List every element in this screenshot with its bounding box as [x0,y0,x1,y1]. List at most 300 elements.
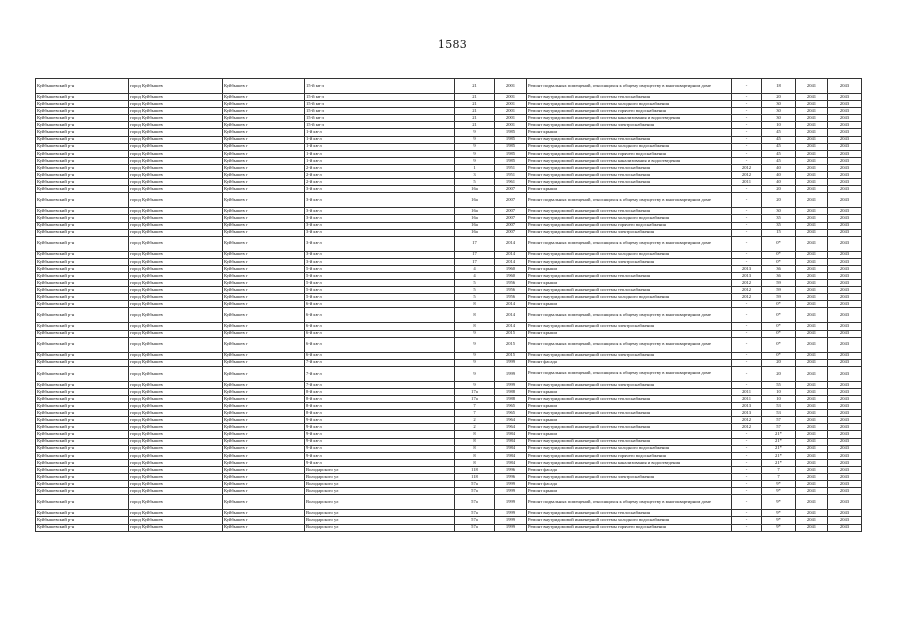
cell-street: 3-й кв-л [305,215,455,222]
table-row [36,517,862,524]
cell-wear-percent: 30 [762,108,796,115]
cell-district: Куйбышевский р-н [36,294,129,301]
cell-settlement: Куйбышев г [223,431,305,438]
cell-plan-start-year: 2041 [796,352,828,359]
cell-municipality: город Куйбышев [129,352,223,359]
cell-work-type: Ремонт крыши [527,330,732,337]
table-row [36,222,862,229]
cell-wear-percent: 30 [762,115,796,122]
cell-house-number: 4 [455,265,495,272]
table-row [36,431,862,438]
cell-work-type: Ремонт внутридомовой инженерной системы теплоснабжения [527,208,732,215]
cell-work-type: Ремонт внутридомовой инженерной системы электроснабжения [527,381,732,388]
cell-municipality: город Куйбышев [129,251,223,258]
cell-last-repair-year: - [732,79,762,94]
cell-build-year: 1999 [495,495,527,510]
cell-street: 8-й кв-л [305,410,455,417]
cell-street: 3-й кв-л [305,229,455,236]
cell-wear-percent: 21* [762,459,796,466]
table-row [36,172,862,179]
cell-settlement: Куйбышев г [223,129,305,136]
table-row [36,352,862,359]
cell-last-repair-year: - [732,236,762,251]
cell-street: 9-й кв-л [305,424,455,431]
cell-municipality: город Куйбышев [129,193,223,208]
cell-district: Куйбышевский р-н [36,359,129,366]
cell-wear-percent: 45 [762,136,796,143]
cell-district: Куйбышевский р-н [36,308,129,323]
cell-municipality: город Куйбышев [129,108,223,115]
cell-plan-start-year: 2041 [796,215,828,222]
cell-last-repair-year: 2013 [732,265,762,272]
cell-work-type: Ремонт подвальных помещений, относящихся к общему имуществу в многоквартирном доме [527,308,732,323]
cell-build-year: 1964 [495,424,527,431]
cell-last-repair-year: - [732,481,762,488]
cell-build-year: 2007 [495,208,527,215]
cell-house-number: 9 [455,381,495,388]
cell-wear-percent: 21* [762,445,796,452]
cell-settlement: Куйбышев г [223,287,305,294]
cell-settlement: Куйбышев г [223,251,305,258]
cell-settlement: Куйбышев г [223,108,305,115]
cell-municipality: город Куйбышев [129,186,223,193]
cell-wear-percent: 20 [762,366,796,381]
cell-plan-end-year: 2043 [828,474,862,481]
cell-build-year: 2014 [495,236,527,251]
cell-work-type: Ремонт внутридомовой инженерной системы теплоснабжения [527,424,732,431]
table-row [36,101,862,108]
cell-work-type: Ремонт подвальных помещений, относящихся к общему имуществу в многоквартирном доме [527,236,732,251]
table-row [36,495,862,510]
cell-build-year: 1956 [495,280,527,287]
cell-settlement: Куйбышев г [223,122,305,129]
cell-house-number: 16а [455,229,495,236]
cell-house-number: 17 [455,251,495,258]
cell-house-number: 9 [455,150,495,157]
cell-plan-start-year: 2041 [796,287,828,294]
cell-house-number: 3 [455,172,495,179]
cell-district: Куйбышевский р-н [36,101,129,108]
cell-build-year: 1951 [495,164,527,171]
cell-last-repair-year: - [732,115,762,122]
cell-settlement: Куйбышев г [223,101,305,108]
cell-build-year: 1999 [495,381,527,388]
cell-plan-start-year: 2041 [796,396,828,403]
cell-house-number: 16а [455,193,495,208]
cell-settlement: Куйбышев г [223,381,305,388]
cell-plan-start-year: 2041 [796,481,828,488]
cell-district: Куйбышевский р-н [36,459,129,466]
cell-settlement: Куйбышев г [223,474,305,481]
cell-municipality: город Куйбышев [129,79,223,94]
table-row [36,294,862,301]
cell-settlement: Куйбышев г [223,280,305,287]
cell-work-type: Ремонт крыши [527,301,732,308]
cell-street: 8-й кв-л [305,388,455,395]
cell-house-number: 57а [455,517,495,524]
cell-last-repair-year: - [732,193,762,208]
cell-last-repair-year: - [732,459,762,466]
table-row [36,396,862,403]
cell-street: 5-й кв-л [305,272,455,279]
cell-work-type: Ремонт подвальных помещений, относящихся к общему имуществу в многоквартирном доме [527,495,732,510]
cell-work-type: Ремонт подвальных помещений, относящихся к общему имуществу в многоквартирном доме [527,79,732,94]
cell-wear-percent: 36 [762,272,796,279]
cell-settlement: Куйбышев г [223,179,305,186]
cell-house-number: 9 [455,136,495,143]
cell-plan-start-year: 2041 [796,115,828,122]
cell-build-year: 2015 [495,337,527,352]
cell-street: 15-й кв-л [305,122,455,129]
cell-house-number: 21 [455,122,495,129]
cell-settlement: Куйбышев г [223,396,305,403]
cell-plan-start-year: 2041 [796,510,828,517]
cell-work-type: Ремонт внутридомовой инженерной системы теплоснабжения [527,438,732,445]
cell-street: 6-й кв-л [305,330,455,337]
cell-plan-start-year: 2041 [796,495,828,510]
cell-plan-start-year: 2041 [796,143,828,150]
cell-settlement: Куйбышев г [223,488,305,495]
cell-settlement: Куйбышев г [223,403,305,410]
cell-plan-end-year: 2043 [828,179,862,186]
cell-last-repair-year: - [732,251,762,258]
cell-settlement: Куйбышев г [223,481,305,488]
cell-settlement: Куйбышев г [223,352,305,359]
cell-build-year: 2014 [495,308,527,323]
cell-settlement: Куйбышев г [223,79,305,94]
cell-work-type: Ремонт внутридомовой инженерной системы электроснабжения [527,122,732,129]
cell-build-year: 1999 [495,488,527,495]
cell-house-number: 9 [455,157,495,164]
cell-work-type: Ремонт внутридомовой инженерной системы канализования и водоотведения [527,459,732,466]
cell-settlement: Куйбышев г [223,143,305,150]
cell-street: 9-й кв-л [305,431,455,438]
cell-last-repair-year: - [732,186,762,193]
cell-wear-percent: 9* [762,495,796,510]
cell-street: 9-й кв-л [305,459,455,466]
cell-work-type: Ремонт внутридомовой инженерной системы теплоснабжения [527,272,732,279]
cell-build-year: 2001 [495,79,527,94]
cell-plan-start-year: 2041 [796,129,828,136]
cell-street: 6-й кв-л [305,323,455,330]
cell-municipality: город Куйбышев [129,424,223,431]
cell-wear-percent: 45 [762,129,796,136]
cell-district: Куйбышевский р-н [36,129,129,136]
cell-municipality: город Куйбышев [129,164,223,171]
page-number: 1583 [437,38,468,51]
cell-plan-start-year: 2041 [796,524,828,531]
cell-plan-start-year: 2041 [796,308,828,323]
cell-work-type: Ремонт внутридомовой инженерной системы теплоснабжения [527,510,732,517]
cell-district: Куйбышевский р-н [36,193,129,208]
cell-wear-percent: 35 [762,222,796,229]
cell-house-number: 9 [455,129,495,136]
cell-wear-percent: 45 [762,150,796,157]
cell-settlement: Куйбышев г [223,459,305,466]
cell-plan-end-year: 2043 [828,481,862,488]
cell-municipality: город Куйбышев [129,396,223,403]
cell-wear-percent: 9* [762,510,796,517]
cell-settlement: Куйбышев г [223,337,305,352]
cell-plan-start-year: 2041 [796,164,828,171]
cell-last-repair-year: - [732,150,762,157]
cell-house-number: 16а [455,222,495,229]
table-row [36,115,862,122]
cell-settlement: Куйбышев г [223,229,305,236]
cell-plan-end-year: 2043 [828,301,862,308]
cell-plan-end-year: 2043 [828,459,862,466]
cell-plan-start-year: 2041 [796,337,828,352]
cell-build-year: 1956 [495,287,527,294]
cell-last-repair-year: - [732,495,762,510]
cell-district: Куйбышевский р-н [36,524,129,531]
cell-settlement: Куйбышев г [223,272,305,279]
cell-house-number: 57а [455,481,495,488]
cell-settlement: Куйбышев г [223,388,305,395]
cell-plan-start-year: 2041 [796,150,828,157]
cell-municipality: город Куйбышев [129,381,223,388]
cell-build-year: 1999 [495,517,527,524]
cell-settlement: Куйбышев г [223,410,305,417]
cell-municipality: город Куйбышев [129,258,223,265]
cell-municipality: город Куйбышев [129,388,223,395]
cell-last-repair-year: 2013 [732,403,762,410]
cell-house-number: 17а [455,388,495,395]
cell-house-number: 17 [455,258,495,265]
table-row [36,258,862,265]
cell-settlement: Куйбышев г [223,452,305,459]
cell-work-type: Ремонт внутридомовой инженерной системы горячего водоснабжения [527,150,732,157]
table-row [36,424,862,431]
cell-last-repair-year: - [732,438,762,445]
cell-plan-end-year: 2043 [828,510,862,517]
cell-municipality: город Куйбышев [129,272,223,279]
cell-last-repair-year: - [732,330,762,337]
cell-plan-start-year: 2041 [796,258,828,265]
cell-wear-percent: 21* [762,438,796,445]
cell-house-number: 8 [455,445,495,452]
cell-last-repair-year: - [732,452,762,459]
cell-municipality: город Куйбышев [129,474,223,481]
cell-last-repair-year: - [732,488,762,495]
cell-municipality: город Куйбышев [129,438,223,445]
cell-municipality: город Куйбышев [129,445,223,452]
cell-work-type: Ремонт подвальных помещений, относящихся к общему имуществу в многоквартирном доме [527,366,732,381]
cell-wear-percent: 30 [762,208,796,215]
table-row [36,251,862,258]
cell-street: 3-й кв-л [305,236,455,251]
cell-house-number: 7 [455,403,495,410]
cell-plan-start-year: 2041 [796,301,828,308]
cell-municipality: город Куйбышев [129,481,223,488]
cell-district: Куйбышевский р-н [36,410,129,417]
cell-municipality: город Куйбышев [129,495,223,510]
table-row [36,229,862,236]
cell-wear-percent: 0* [762,330,796,337]
cell-plan-end-year: 2043 [828,193,862,208]
cell-build-year: 1984 [495,431,527,438]
cell-work-type: Ремонт фасада [527,481,732,488]
cell-build-year: 1984 [495,445,527,452]
cell-build-year: 1999 [495,359,527,366]
cell-last-repair-year: - [732,431,762,438]
cell-street: 6-й кв-л [305,301,455,308]
cell-settlement: Куйбышев г [223,236,305,251]
cell-plan-start-year: 2041 [796,424,828,431]
cell-build-year: 2001 [495,101,527,108]
cell-municipality: город Куйбышев [129,136,223,143]
cell-municipality: город Куйбышев [129,488,223,495]
cell-house-number: 8 [455,308,495,323]
cell-house-number: 4 [455,272,495,279]
table-row [36,438,862,445]
cell-build-year: 1951 [495,172,527,179]
cell-plan-start-year: 2041 [796,108,828,115]
cell-plan-end-year: 2043 [828,79,862,94]
cell-municipality: город Куйбышев [129,222,223,229]
cell-district: Куйбышевский р-н [36,323,129,330]
table-row [36,94,862,101]
cell-work-type: Ремонт внутридомовой инженерной системы холодного водоснабжения [527,101,732,108]
cell-last-repair-year: - [732,229,762,236]
cell-house-number: 16а [455,208,495,215]
cell-work-type: Ремонт внутридомовой инженерной системы горячего водоснабжения [527,108,732,115]
cell-settlement: Куйбышев г [223,164,305,171]
cell-settlement: Куйбышев г [223,424,305,431]
cell-plan-end-year: 2043 [828,396,862,403]
cell-plan-start-year: 2041 [796,251,828,258]
cell-street: 8-й кв-л [305,396,455,403]
cell-municipality: город Куйбышев [129,517,223,524]
cell-last-repair-year: 2012 [732,424,762,431]
cell-build-year: 1965 [495,403,527,410]
cell-build-year: 1985 [495,150,527,157]
cell-municipality: город Куйбышев [129,179,223,186]
cell-district: Куйбышевский р-н [36,337,129,352]
cell-district: Куйбышевский р-н [36,438,129,445]
table-row [36,330,862,337]
cell-house-number: 17 [455,236,495,251]
cell-plan-start-year: 2041 [796,388,828,395]
cell-last-repair-year: 2013 [732,272,762,279]
cell-wear-percent: 40 [762,172,796,179]
cell-plan-start-year: 2041 [796,359,828,366]
cell-plan-end-year: 2043 [828,524,862,531]
cell-build-year: 1999 [495,366,527,381]
cell-work-type: Ремонт внутридомовой инженерной системы горячего водоснабжения [527,222,732,229]
cell-last-repair-year: 2012 [732,172,762,179]
cell-build-year: 1960 [495,272,527,279]
cell-plan-end-year: 2043 [828,229,862,236]
cell-settlement: Куйбышев г [223,323,305,330]
cell-plan-start-year: 2041 [796,431,828,438]
cell-municipality: город Куйбышев [129,172,223,179]
cell-street: 15-й кв-л [305,108,455,115]
cell-work-type: Ремонт внутридомовой инженерной системы холодного водоснабжения [527,445,732,452]
cell-district: Куйбышевский р-н [36,280,129,287]
cell-work-type: Ремонт внутридомовой инженерной системы теплоснабжения [527,410,732,417]
cell-last-repair-year: 2012 [732,294,762,301]
cell-district: Куйбышевский р-н [36,215,129,222]
cell-last-repair-year: - [732,323,762,330]
cell-last-repair-year: - [732,466,762,473]
cell-plan-end-year: 2043 [828,323,862,330]
cell-district: Куйбышевский р-н [36,452,129,459]
cell-municipality: город Куйбышев [129,366,223,381]
cell-plan-start-year: 2041 [796,438,828,445]
cell-house-number: 57а [455,488,495,495]
cell-work-type: Ремонт внутридомовой инженерной системы электроснабжения [527,474,732,481]
cell-municipality: город Куйбышев [129,452,223,459]
cell-last-repair-year: - [732,136,762,143]
cell-plan-start-year: 2041 [796,229,828,236]
cell-plan-end-year: 2043 [828,136,862,143]
cell-district: Куйбышевский р-н [36,172,129,179]
cell-street: 15-й кв-л [305,115,455,122]
cell-wear-percent: 59 [762,287,796,294]
cell-last-repair-year: - [732,381,762,388]
cell-build-year: 1988 [495,396,527,403]
cell-district: Куйбышевский р-н [36,122,129,129]
cell-district: Куйбышевский р-н [36,179,129,186]
cell-house-number: 8 [455,459,495,466]
cell-municipality: город Куйбышев [129,337,223,352]
cell-last-repair-year: - [732,337,762,352]
capital-repair-table [35,78,862,532]
table-row [36,474,862,481]
cell-work-type: Ремонт внутридомовой инженерной системы холодного водоснабжения [527,215,732,222]
table-row [36,403,862,410]
cell-last-repair-year: - [732,474,762,481]
cell-settlement: Куйбышев г [223,308,305,323]
cell-wear-percent: 45 [762,157,796,164]
cell-street: 2-й кв-л [305,164,455,171]
cell-work-type: Ремонт крыши [527,417,732,424]
cell-plan-start-year: 2041 [796,272,828,279]
cell-plan-end-year: 2043 [828,272,862,279]
cell-build-year: 2001 [495,108,527,115]
cell-settlement: Куйбышев г [223,265,305,272]
cell-last-repair-year: - [732,258,762,265]
cell-municipality: город Куйбышев [129,129,223,136]
cell-plan-start-year: 2041 [796,445,828,452]
table-row [36,136,862,143]
cell-street: 3-й кв-л [305,208,455,215]
cell-street: 3-й кв-л [305,186,455,193]
cell-municipality: город Куйбышев [129,431,223,438]
cell-wear-percent: 0* [762,323,796,330]
cell-street: Володарского ул [305,474,455,481]
cell-municipality: город Куйбышев [129,403,223,410]
cell-street: 2-й кв-л [305,179,455,186]
cell-settlement: Куйбышев г [223,510,305,517]
cell-plan-end-year: 2043 [828,287,862,294]
cell-last-repair-year: - [732,366,762,381]
table-row [36,366,862,381]
cell-wear-percent: 9* [762,517,796,524]
table-row [36,381,862,388]
cell-last-repair-year: - [732,524,762,531]
cell-plan-start-year: 2041 [796,294,828,301]
table-row [36,79,862,94]
cell-house-number: 57а [455,495,495,510]
table-row [36,186,862,193]
cell-build-year: 2015 [495,352,527,359]
cell-house-number: 8 [455,452,495,459]
table-row [36,481,862,488]
cell-wear-percent: 20 [762,193,796,208]
cell-work-type: Ремонт внутридомовой инженерной системы канализования и водоотведения [527,157,732,164]
